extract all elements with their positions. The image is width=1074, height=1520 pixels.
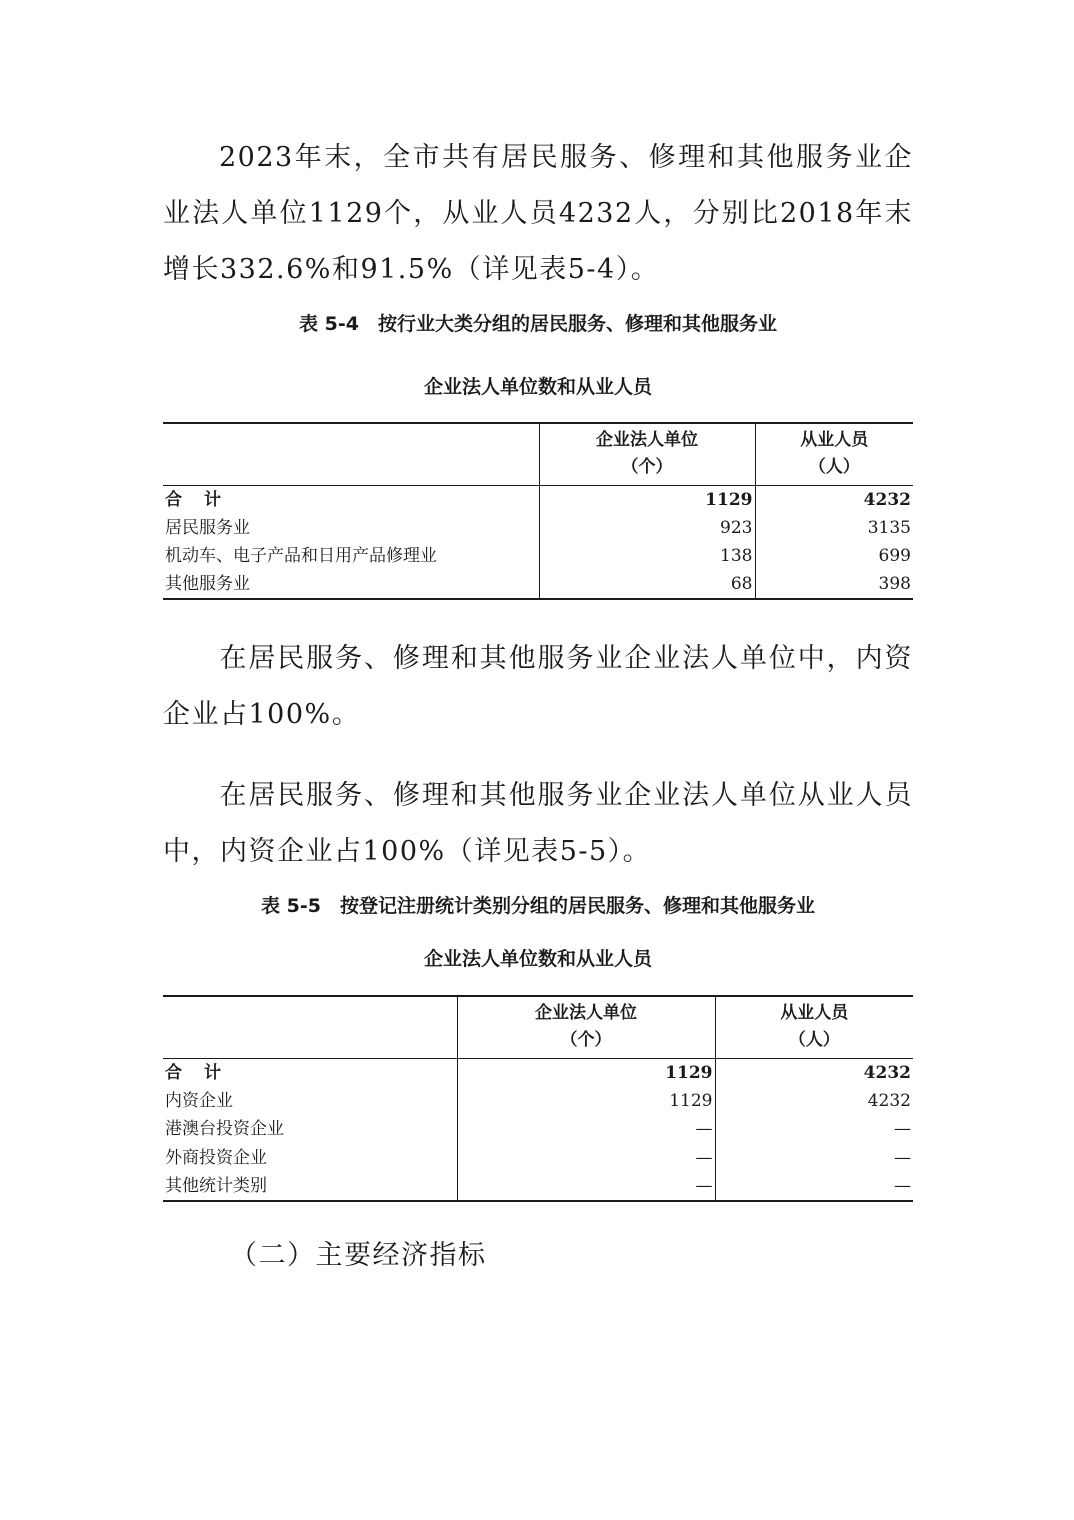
- header-units-unit: （个）: [621, 457, 673, 478]
- row-employees: 4232: [715, 1087, 913, 1116]
- table-row: [163, 514, 913, 543]
- row-label: 港澳台投资企业: [165, 1119, 284, 1140]
- row-units: 1129: [457, 1087, 715, 1116]
- table-5-4-caption-line2: 企业法人单位数和从业人员: [423, 376, 652, 398]
- row-label: 合计: [165, 1062, 243, 1083]
- row-units: —: [457, 1172, 715, 1201]
- row-units: 138: [539, 542, 755, 571]
- header-employees-label: 从业人员: [780, 1003, 849, 1024]
- row-label: 外商投资企业: [165, 1147, 267, 1168]
- table-row: [163, 1172, 913, 1201]
- header-employees: [715, 996, 913, 1058]
- row-label: 其他统计类别: [163, 1172, 457, 1201]
- header-employees-label: 从业人员: [800, 430, 869, 451]
- table-5-4-caption-line1: 表 5-4 按行业大类分组的居民服务、修理和其他服务业: [299, 313, 777, 335]
- header-units-label: 企业法人单位: [596, 430, 698, 451]
- header-units-label: 企业法人单位: [535, 1003, 637, 1024]
- table-row: [163, 571, 913, 600]
- row-units: 68: [539, 571, 755, 600]
- row-label: 合计: [165, 489, 243, 510]
- paragraph-domestic-units-text: 在居民服务、修理和其他服务业企业法人单位中，内资企业占100%。: [163, 643, 913, 730]
- row-units: 1129: [457, 1058, 715, 1087]
- row-units: —: [457, 1144, 715, 1173]
- paragraph-intro: [163, 130, 913, 298]
- row-label: 其他服务业: [163, 571, 539, 600]
- paragraph-domestic-employees: [163, 768, 913, 880]
- header-blank: [163, 996, 457, 1058]
- table-header-row: [163, 423, 913, 485]
- header-employees-unit: （人）: [788, 1030, 840, 1051]
- table-5-5-caption-line2: 企业法人单位数和从业人员: [423, 948, 652, 970]
- header-employees: [755, 423, 913, 485]
- paragraph-intro-text: 2023年末，全市共有居民服务、修理和其他服务业企业法人单位1129个，从业人员4232人，分别比2018年末增长332.6%和91.5%（详见表5-4）。: [163, 142, 913, 285]
- row-units: 923: [539, 514, 755, 543]
- table-row: [163, 542, 913, 571]
- table-row-total: [163, 1058, 913, 1087]
- table-row: [163, 1144, 913, 1173]
- header-employees-unit: （人）: [808, 457, 860, 478]
- table-row: [163, 1115, 913, 1144]
- table-row-total: [163, 485, 913, 514]
- row-label: 内资企业: [165, 1090, 233, 1111]
- header-units: [457, 996, 715, 1058]
- table-row: [163, 1087, 913, 1116]
- row-employees: 699: [755, 542, 913, 571]
- row-employees: 4232: [715, 1058, 913, 1087]
- paragraph-domestic-employees-text: 在居民服务、修理和其他服务业企业法人单位从业人员中，内资企业占100%（详见表5-5）。: [163, 780, 913, 867]
- header-units: [539, 423, 755, 485]
- row-employees: 3135: [755, 514, 913, 543]
- row-label: 居民服务业: [165, 517, 250, 538]
- row-employees: 4232: [755, 485, 913, 514]
- row-label: 机动车、电子产品和日用产品修理业: [165, 546, 437, 567]
- row-employees: —: [715, 1144, 913, 1173]
- table-5-5: [163, 995, 913, 1202]
- table-header-row: [163, 996, 913, 1058]
- header-blank: [163, 423, 539, 485]
- row-employees: 398: [755, 571, 913, 600]
- row-units: 1129: [539, 485, 755, 514]
- section-heading: （二）主要经济指标: [230, 1240, 487, 1271]
- table-5-5-caption-line1: 表 5-5 按登记注册统计类别分组的居民服务、修理和其他服务业: [261, 895, 815, 917]
- table-5-4: [163, 422, 913, 600]
- row-employees: —: [715, 1115, 913, 1144]
- row-units: —: [457, 1115, 715, 1144]
- row-employees: —: [715, 1172, 913, 1201]
- paragraph-domestic-units: [163, 631, 913, 743]
- header-units-unit: （个）: [560, 1030, 612, 1051]
